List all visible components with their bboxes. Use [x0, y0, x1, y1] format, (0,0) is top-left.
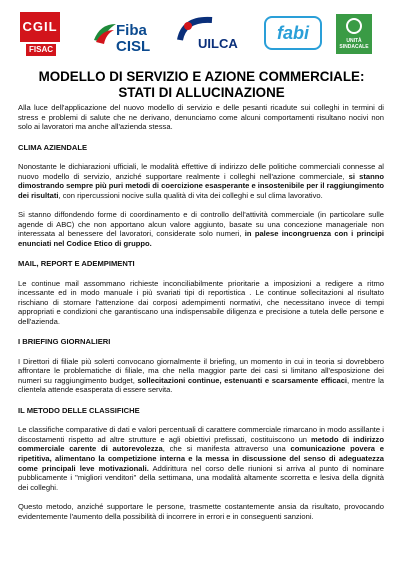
- clima-p2-text: Si stanno diffondendo forme di coordinamento e di controllo dell'attività commerciale (in particolare sulle agende di ABC) che non apportano alcun valore aggiunto, basate su una concezione manageriale non interessata al benessere del lavoratori, considerate solo numeri,: [18, 209, 384, 239]
- unita-logo-text: UNITÀ SINDACALE: [339, 38, 369, 50]
- section-heading-metodo: IL METODO DELLE CLASSIFICHE: [18, 406, 140, 416]
- title-line-1: MODELLO DI SERVIZIO E AZIONE COMMERCIALE:: [38, 69, 365, 84]
- fisac-logo-text: FISAC: [26, 44, 56, 56]
- section-heading-mail: MAIL, REPORT E ADEMPIMENTI: [18, 259, 135, 269]
- metodo-text-e: Addirittura nel corso delle riunioni si arriva al punto di nominare pubblicamente i "migliori venditori" della settimana, una modalità altamente scorretta e lesiva della dignità dei colleghi.: [18, 463, 384, 492]
- cgil-fisac-logo: [20, 12, 60, 58]
- uilca-logo-text: UILCA: [198, 36, 238, 51]
- clima-p1-text: Nonostante le dichiarazioni ufficiali, le modalità effettive di indirizzo delle politiche commerciali connesse al nuovo modello di servizio, anziché supportare realmente i colleghi nell'azione commerciale,: [18, 161, 384, 181]
- uilca-logo: [176, 14, 252, 58]
- section-heading-briefing: I BRIEFING GIORNALIERI: [18, 337, 111, 347]
- unita-sindacale-logo: [336, 14, 372, 54]
- page-title: [0, 69, 403, 101]
- cisl-logo-text: CISL: [116, 38, 151, 55]
- fiba-cisl-logo: [92, 14, 162, 58]
- fiba-flag-icon: [92, 20, 118, 46]
- unita-circle-icon: [346, 18, 362, 34]
- mail-paragraph: Le continue mail assommano richieste inconciliabilmente prioritarie a imposizioni a redigere a ritmo incessante ed in modo manuale i più svariati tipi di reportistica . Le continue sollecitazioni al risultato rischiano di stornare l'attenzione dai corposi adempimenti normativi, che necessitano invece di tempi appropriati e condizioni che garantiscano una indispensabile diligenza e precisione a tutela delle persone e dell'azienda.: [18, 278, 384, 326]
- title-line-2: STATI DI ALLUCINAZIONE: [118, 85, 285, 100]
- metodo-bold-d: comunicazione povera e ripetitiva, alimentano la competizione interna e la messa in discussione del senso di adeguatezza come principali leve motivazionali.: [18, 444, 385, 473]
- intro-paragraph: Alla luce dell'applicazione del nuovo modello di servizio e delle pesanti ricadute sui colleghi in termini di stress e problemi di salute che ne derivano, denunciamo come alcuni comportamenti risultano nocivi non solo ai lavoratori ma anche all'azienda stessa.: [18, 103, 384, 132]
- fabi-logo: [262, 14, 322, 54]
- clima-p1-tail: , con ripercussioni nocive sulla qualità di vita dei colleghi e sul clima lavorativo.: [58, 190, 323, 200]
- metodo-text-a: Le classifiche comparative di dati e valori percentuali di carattere commerciale rimarcano in modo assillante i discostamenti rispetto ad altre strutture e agli obiettivi prefissati, costituiscono un: [18, 425, 384, 444]
- briefing-tail: , mentre la clientela attende esasperata di essere servita.: [18, 375, 385, 395]
- header-logos: [0, 0, 403, 58]
- briefing-paragraph: [18, 357, 384, 395]
- briefing-bold: sollecitazioni continue, estenuanti e scarsamente efficaci: [137, 375, 348, 385]
- clima-paragraph-1: [18, 162, 384, 200]
- fabi-logo-text: fabi: [264, 16, 322, 50]
- metodo-paragraph-2: Questo metodo, anziché supportare le persone, trasmette costantemente ansia da risultato, provocando evidentemente l'aumento della possibilità di incorrere in errori e in conseguenti sanzioni.: [18, 501, 384, 521]
- document-body: [18, 103, 384, 521]
- clima-paragraph-2: [18, 210, 384, 248]
- metodo-bold-b: metodo di indirizzo commerciale carente di autorevolezza: [18, 434, 384, 454]
- clima-p1-bold: si stanno dimostrando sempre più puri metodi di coercizione esasperante e insostenibile per il raggiungimento dei risultati: [18, 171, 384, 200]
- section-heading-clima: CLIMA AZIENDALE: [18, 142, 88, 152]
- briefing-text: I Direttori di filiale più solerti convocano giornalmente il briefing, un momento in cui in teoria si dovrebbero affrontare le problematiche di filiale, ma che nella maggior parte dei casi si limitano all'esposizione dei numeri su raggiungimento budget,: [18, 356, 384, 385]
- metodo-text-c: , che si manifesta attraverso una: [162, 444, 291, 454]
- metodo-paragraph-1: [18, 425, 384, 492]
- fiba-logo-text: Fiba: [116, 22, 147, 39]
- cgil-logo-text: CGIL: [20, 12, 60, 42]
- clima-p2-bold: in palese incongruenza con i principi enunciati nel Codice Etico di gruppo.: [18, 229, 384, 248]
